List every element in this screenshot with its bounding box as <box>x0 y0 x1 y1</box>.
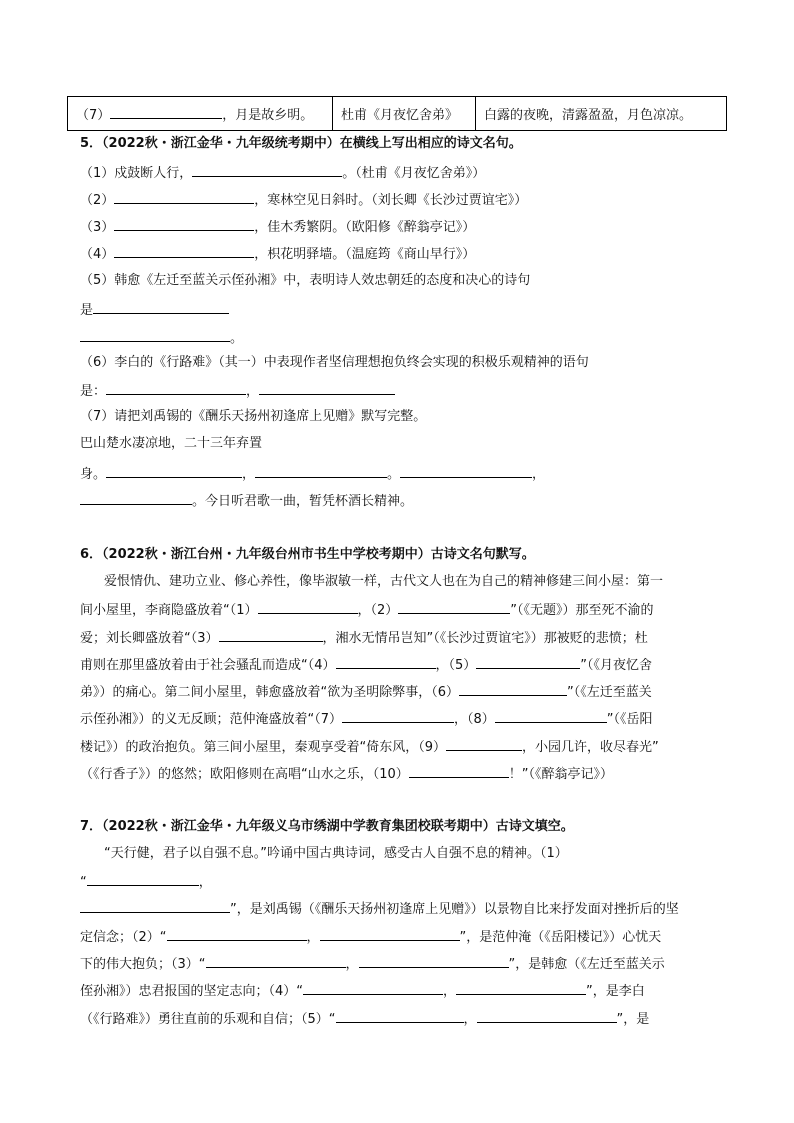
q6-para-line <box>80 736 659 758</box>
text: ！”（《醉翁亭记》） <box>508 767 614 782</box>
text: ，（8） <box>454 712 495 727</box>
q5-line-7: （7）请把刘禹锡的《酬乐天扬州初逢席上见赠》默写完整。 <box>80 409 427 424</box>
answer-blank[interactable] <box>114 189 254 204</box>
table-cell-source: 杜甫《月夜忆舍弟》 <box>333 97 476 131</box>
answer-blank[interactable] <box>336 654 436 669</box>
answer-blank[interactable] <box>110 104 222 119</box>
q5-line-5: （5）韩愈《左迁至蓝关示侄孙湘》中，表明诗人效忠朝廷的态度和决心的诗句 <box>80 273 531 288</box>
text: ，小园几许，收尽春光” <box>522 740 659 755</box>
q7-para-line: “天行健，君子以自强不息。”吟诵中国古典诗词，感受古人自强不息的精神。（1） <box>104 846 568 861</box>
answer-blank[interactable] <box>342 708 454 723</box>
answer-blank[interactable] <box>106 380 246 395</box>
q7-para-line <box>80 898 679 920</box>
q6-para-line <box>80 681 652 703</box>
answer-blank[interactable] <box>87 871 199 886</box>
text: ， <box>345 957 359 972</box>
text: ， <box>242 467 256 482</box>
q5-line-2 <box>80 189 527 211</box>
poem-table <box>67 96 727 131</box>
text: ”（《月夜忆舍 <box>580 658 653 673</box>
table-cell-blank <box>68 97 333 131</box>
text: “ <box>80 875 87 890</box>
q5-line-7d <box>80 490 413 512</box>
answer-blank[interactable] <box>359 953 509 968</box>
q5-line-4 <box>80 243 475 265</box>
q5-line-3 <box>80 216 475 238</box>
text: ”，是范仲淹（《岳阳楼记》）心忧天 <box>459 930 662 945</box>
text: ， <box>198 875 212 890</box>
cell-text: （7） <box>76 108 111 123</box>
q5-line-5c <box>80 327 243 349</box>
text: ， <box>246 384 260 399</box>
answer-blank[interactable] <box>80 490 192 505</box>
text: 爱；刘长卿盛放着“（3） <box>80 631 219 646</box>
text: （《行香子》）的悠然；欧阳修则在高唱“山水之乐，（10） <box>80 767 409 782</box>
answer-blank[interactable] <box>446 736 522 751</box>
q6-para-line <box>80 763 613 785</box>
q6-para-line <box>80 708 653 730</box>
answer-blank[interactable] <box>80 327 230 342</box>
text: 下的伟大抱负；（3）“ <box>80 957 206 972</box>
text: 弟》）的痛心。第二间小屋里，韩愈盛放着“欲为圣明除弊事，（6） <box>80 685 460 700</box>
text: 示侄孙湘》）的义无反顾；范仲淹盛放着“（7） <box>80 712 343 727</box>
q5-title: 5．（2022秋・浙江金华・九年级统考期中）在横线上写出相应的诗文名句。 <box>80 136 522 151</box>
q7-para-line <box>80 953 665 975</box>
q7-para-line <box>80 1008 649 1030</box>
text: 。今日听君歌一曲，暂凭杯酒长精神。 <box>192 494 414 509</box>
text: （4） <box>80 247 115 262</box>
answer-blank[interactable] <box>320 926 460 941</box>
text: 间小屋里，李商隐盛放着“（1） <box>80 603 258 618</box>
q5-line-6b <box>80 380 395 402</box>
text: 。 <box>230 331 244 346</box>
answer-blank[interactable] <box>476 654 580 669</box>
text: ， <box>532 467 546 482</box>
answer-blank[interactable] <box>400 463 532 478</box>
text: 。 <box>387 467 401 482</box>
answer-blank[interactable] <box>106 463 242 478</box>
table-row <box>68 97 727 131</box>
answer-blank[interactable] <box>303 980 443 995</box>
q5-line-1 <box>80 162 485 184</box>
text: ”，是韩愈（《左迁至蓝关示 <box>508 957 665 972</box>
q7-para-line <box>80 980 645 1002</box>
q6-para-line <box>80 599 654 621</box>
text: ，湘水无情吊岂知”（《长沙过贾谊宅》）那被贬的悲愤；杜 <box>322 631 648 646</box>
q7-title: 7．（2022秋・浙江金华・九年级义乌市绣湖中学教育集团校联考期中）古诗文填空。 <box>80 819 574 834</box>
answer-blank[interactable] <box>477 1008 617 1023</box>
text: ”，是李白 <box>586 984 645 999</box>
text: 是： <box>80 384 107 399</box>
text: ，枳花明驿墙。（温庭筠《商山早行》） <box>254 247 476 262</box>
text: ”（《左迁至蓝关 <box>567 685 652 700</box>
text: ，佳木秀繁阴。（欧阳修《醉翁亭记》） <box>254 220 476 235</box>
text: 甫则在那里盛放着由于社会骚乱而造成“（4） <box>80 658 336 673</box>
text: 身。 <box>80 467 107 482</box>
text: 楼记》）的政治抱负。第三间小屋里，秦观享受着“倚东风，（9） <box>80 740 447 755</box>
text: 是 <box>80 303 94 318</box>
answer-blank[interactable] <box>192 162 342 177</box>
text: （1）戍鼓断人行， <box>80 166 193 181</box>
q6-para-line: 爱恨情仇、建功立业、修心养性，像毕淑敏一样，古代文人也在为自己的精神修建三间小屋：第一 <box>104 574 664 589</box>
text: ”，是刘禹锡（《酬乐天扬州初逢席上见赠》）以景物自比来抒发面对挫折后的坚 <box>230 902 679 917</box>
answer-blank[interactable] <box>80 898 230 913</box>
text: ”（《无题》）那至死不渝的 <box>510 603 654 618</box>
text: ， <box>443 984 457 999</box>
answer-blank[interactable] <box>398 599 510 614</box>
q7-para-line <box>80 871 212 893</box>
text: ，（2） <box>357 603 399 618</box>
answer-blank[interactable] <box>167 926 307 941</box>
text: （《行路难》）勇往直前的乐观和自信；（5）“ <box>80 1012 336 1027</box>
text: 定信念；（2）“ <box>80 930 167 945</box>
text: ，（5） <box>435 658 477 673</box>
answer-blank[interactable] <box>459 681 567 696</box>
text: ，寒林空见日斜时。（刘长卿《长沙过贾谊宅》） <box>254 193 528 208</box>
q6-para-line <box>80 654 652 676</box>
answer-blank[interactable] <box>206 953 346 968</box>
answer-blank[interactable] <box>495 708 607 723</box>
answer-blank[interactable] <box>255 463 387 478</box>
text: 。（杜甫《月夜忆舍弟》） <box>342 166 486 181</box>
answer-blank[interactable] <box>219 627 323 642</box>
q7-para-line <box>80 926 661 948</box>
answer-blank[interactable] <box>336 1008 464 1023</box>
q5-line-5b <box>80 299 229 321</box>
table-cell-desc: 白露的夜晚，清露盈盈，月色凉凉。 <box>476 97 727 131</box>
text: （3） <box>80 220 115 235</box>
answer-blank[interactable] <box>114 243 254 258</box>
answer-blank[interactable] <box>409 763 509 778</box>
q5-line-7b: 巴山楚水凄凉地，二十三年弃置 <box>80 436 263 451</box>
answer-blank[interactable] <box>456 980 586 995</box>
text: ”（《岳阳 <box>606 712 653 727</box>
q6-title: 6．（2022秋・浙江台州・九年级台州市书生中学校考期中）古诗文名句默写。 <box>80 547 535 562</box>
answer-blank[interactable] <box>259 380 395 395</box>
answer-blank[interactable] <box>114 216 254 231</box>
text: ， <box>306 930 320 945</box>
text: ”，是 <box>616 1012 650 1027</box>
answer-blank[interactable] <box>258 599 358 614</box>
answer-blank[interactable] <box>93 299 229 314</box>
q5-line-7c <box>80 463 545 485</box>
cell-text: ，月是故乡明。 <box>222 108 314 123</box>
text: 侄孙湘》）忠君报国的坚定志向；（4）“ <box>80 984 304 999</box>
q6-para-line <box>80 627 648 649</box>
text: （2） <box>80 193 115 208</box>
text: ， <box>463 1012 477 1027</box>
q5-line-6: （6）李白的《行路难》（其一）中表现作者坚信理想抱负终会实现的积极乐观精神的语句 <box>80 355 589 370</box>
